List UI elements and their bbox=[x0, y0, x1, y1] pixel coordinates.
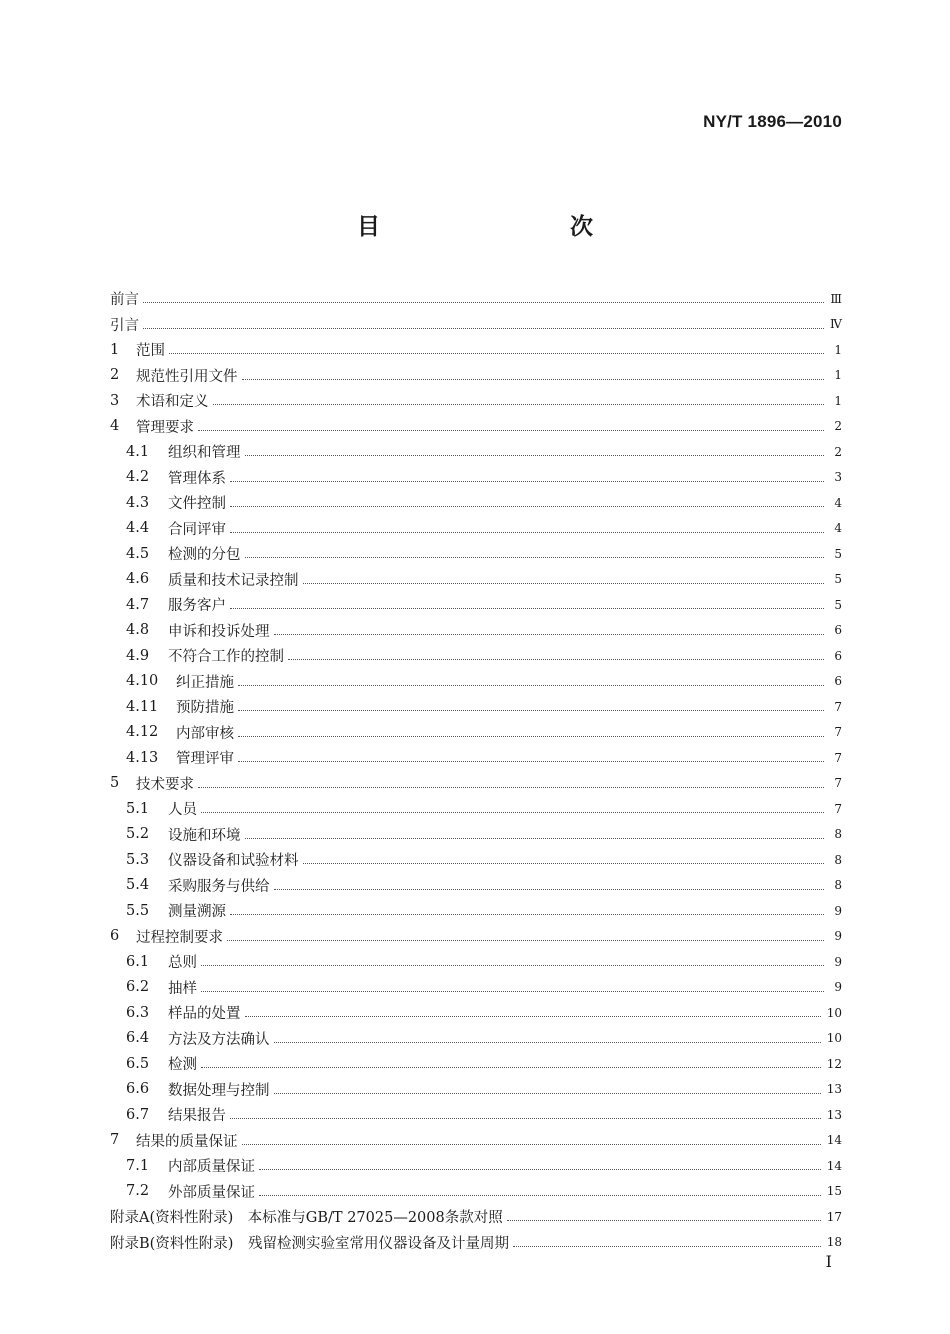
toc-entry[interactable] bbox=[110, 337, 842, 363]
toc-entry-label: 过程控制要求 bbox=[136, 929, 223, 946]
toc-entry[interactable] bbox=[110, 643, 842, 669]
toc-entry-page: 6 bbox=[834, 674, 842, 689]
toc-entry[interactable] bbox=[110, 286, 842, 312]
toc-entry[interactable] bbox=[110, 1102, 842, 1128]
toc-entry-number: 6 bbox=[110, 928, 120, 945]
dot-leader bbox=[198, 430, 824, 431]
page-number: I bbox=[825, 1252, 832, 1271]
toc-entry-number: 6.7 bbox=[126, 1106, 150, 1123]
dot-leader bbox=[201, 991, 824, 992]
dot-leader bbox=[245, 1016, 821, 1017]
toc-entry-label: 技术要求 bbox=[136, 776, 194, 793]
toc-entry-number: 1 bbox=[110, 341, 120, 358]
toc-entry[interactable] bbox=[110, 567, 842, 593]
toc-entry-number: 5.2 bbox=[126, 826, 150, 843]
toc-entry-label: 文件控制 bbox=[168, 496, 226, 513]
toc-entry[interactable] bbox=[110, 618, 842, 644]
dot-leader bbox=[245, 557, 825, 558]
toc-entry-label: 管理评审 bbox=[176, 751, 234, 768]
toc-entry-number: 4.5 bbox=[126, 545, 150, 562]
toc-entry-page: 7 bbox=[834, 699, 842, 714]
dot-leader bbox=[259, 1195, 821, 1196]
toc-entry[interactable] bbox=[110, 669, 842, 695]
toc-entry-page: 5 bbox=[834, 546, 842, 561]
toc-entry-number: 4.6 bbox=[126, 571, 150, 588]
toc-entry-number: 6.4 bbox=[126, 1030, 150, 1047]
toc-entry-number: 4.13 bbox=[126, 749, 159, 766]
toc-entry-number: 6.6 bbox=[126, 1081, 150, 1098]
dot-leader bbox=[245, 455, 825, 456]
toc-entry-label: 采购服务与供给 bbox=[168, 878, 270, 895]
toc-entry-page: 1 bbox=[834, 368, 842, 383]
dot-leader bbox=[230, 608, 824, 609]
dot-leader bbox=[303, 863, 825, 864]
toc-entry-label: 附录B(资料性附录) 残留检测实验室常用仪器设备及计量周期 bbox=[110, 1235, 509, 1252]
toc-entry-number: 4.1 bbox=[126, 443, 150, 460]
toc-entry-label: 组织和管理 bbox=[168, 445, 241, 462]
toc-entry-label: 结果的质量保证 bbox=[136, 1133, 238, 1150]
toc-entry-label: 总则 bbox=[168, 955, 197, 972]
dot-leader bbox=[274, 634, 825, 635]
toc-entry-number: 4.3 bbox=[126, 494, 150, 511]
toc-entry-label: 引言 bbox=[110, 317, 139, 334]
dot-leader bbox=[238, 710, 824, 711]
dot-leader bbox=[230, 1118, 821, 1119]
toc-entry-number: 2 bbox=[110, 367, 120, 384]
toc-entry[interactable] bbox=[110, 1153, 842, 1179]
toc-entry-page: 2 bbox=[834, 419, 842, 434]
toc-entry-page: 10 bbox=[826, 1005, 842, 1020]
toc-entry[interactable] bbox=[110, 949, 842, 975]
toc-entry-page: 5 bbox=[834, 597, 842, 612]
toc-entry-page: 9 bbox=[834, 954, 842, 969]
toc-entry-number: 4.12 bbox=[126, 724, 159, 741]
toc-entry-page: 4 bbox=[834, 521, 842, 536]
toc-entry-label: 方法及方法确认 bbox=[168, 1031, 270, 1048]
toc-entry-label: 管理要求 bbox=[136, 419, 194, 436]
toc-entry-page: 8 bbox=[834, 878, 842, 893]
toc-entry-label: 检测的分包 bbox=[168, 547, 241, 564]
toc-entry[interactable] bbox=[110, 924, 842, 950]
toc-entry-number: 4.2 bbox=[126, 469, 150, 486]
toc-entry-label: 附录A(资料性附录) 本标准与GB/T 27025—2008条款对照 bbox=[110, 1210, 503, 1227]
toc-entry-number: 7.1 bbox=[126, 1157, 150, 1174]
toc-entry[interactable] bbox=[110, 541, 842, 567]
toc-entry-page: 9 bbox=[834, 980, 842, 995]
toc-entry-label: 测量溯源 bbox=[168, 904, 226, 921]
toc-entry[interactable] bbox=[110, 312, 842, 338]
toc-entry[interactable] bbox=[110, 822, 842, 848]
dot-leader bbox=[288, 659, 824, 660]
dot-leader bbox=[238, 736, 824, 737]
dot-leader bbox=[513, 1246, 821, 1247]
toc-entry-page: 5 bbox=[834, 572, 842, 587]
toc-entry-page: 9 bbox=[834, 903, 842, 918]
toc-entry[interactable] bbox=[110, 745, 842, 771]
toc-entry[interactable] bbox=[110, 388, 842, 414]
toc-entry-number: 4.4 bbox=[126, 520, 150, 537]
toc-entry[interactable] bbox=[110, 771, 842, 797]
dot-leader bbox=[242, 1144, 821, 1145]
toc-entry-page: 7 bbox=[834, 725, 842, 740]
toc-entry-label: 外部质量保证 bbox=[168, 1184, 255, 1201]
dot-leader bbox=[201, 1067, 821, 1068]
dot-leader bbox=[230, 481, 824, 482]
dot-leader bbox=[143, 302, 824, 303]
toc-entry-label: 不符合工作的控制 bbox=[168, 649, 284, 666]
toc-entry-number: 6.5 bbox=[126, 1055, 150, 1072]
toc-entry[interactable] bbox=[110, 1230, 842, 1256]
toc-entry[interactable] bbox=[110, 1128, 842, 1154]
toc-entry-page: 2 bbox=[834, 444, 842, 459]
toc-entry-label: 设施和环境 bbox=[168, 827, 241, 844]
toc-entry-label: 术语和定义 bbox=[136, 394, 209, 411]
dot-leader bbox=[201, 965, 824, 966]
toc-entry-page: 14 bbox=[826, 1133, 842, 1148]
toc-entry-number: 5.5 bbox=[126, 902, 150, 919]
toc-entry[interactable] bbox=[110, 873, 842, 899]
dot-leader bbox=[230, 914, 824, 915]
toc-entry[interactable] bbox=[110, 363, 842, 389]
dot-leader bbox=[259, 1169, 821, 1170]
dot-leader bbox=[198, 787, 824, 788]
toc-entry-label: 内部质量保证 bbox=[168, 1159, 255, 1176]
toc-entry-label: 样品的处置 bbox=[168, 1006, 241, 1023]
toc-entry[interactable] bbox=[110, 1179, 842, 1205]
toc-entry-page: 14 bbox=[826, 1158, 842, 1173]
toc-entry-page: 1 bbox=[834, 342, 842, 357]
toc-entry-page: 9 bbox=[834, 929, 842, 944]
toc-entry[interactable] bbox=[110, 975, 842, 1001]
toc-entry-number: 4 bbox=[110, 418, 120, 435]
dot-leader bbox=[201, 812, 824, 813]
toc-entry-page: 17 bbox=[826, 1209, 842, 1224]
toc-entry-page: Ⅳ bbox=[830, 317, 842, 332]
toc-entry[interactable] bbox=[110, 592, 842, 618]
toc-entry[interactable] bbox=[110, 1000, 842, 1026]
toc-entry[interactable] bbox=[110, 847, 842, 873]
toc-entry-page: Ⅲ bbox=[830, 291, 842, 306]
toc-entry-label: 前言 bbox=[110, 292, 139, 309]
toc-entry-page: 10 bbox=[826, 1031, 842, 1046]
toc-entry-label: 规范性引用文件 bbox=[136, 368, 238, 385]
toc-entry-number: 6.1 bbox=[126, 953, 150, 970]
toc-entry[interactable] bbox=[110, 1077, 842, 1103]
toc-entry-label: 检测 bbox=[168, 1057, 197, 1074]
toc-entry[interactable] bbox=[110, 694, 842, 720]
toc-entry-page: 8 bbox=[834, 827, 842, 842]
toc-entry-label: 质量和技术记录控制 bbox=[168, 572, 299, 589]
dot-leader bbox=[507, 1220, 821, 1221]
toc-entry-page: 13 bbox=[826, 1082, 842, 1097]
toc-entry-number: 5.1 bbox=[126, 800, 150, 817]
toc-entry-page: 18 bbox=[826, 1235, 842, 1250]
toc-entry-number: 4.8 bbox=[126, 622, 150, 639]
dot-leader bbox=[242, 379, 825, 380]
toc-entry-label: 内部审核 bbox=[176, 725, 234, 742]
toc-entry-number: 4.10 bbox=[126, 673, 159, 690]
toc-entry-number: 5 bbox=[110, 775, 120, 792]
toc-entry-label: 申诉和投诉处理 bbox=[168, 623, 270, 640]
toc-entry-page: 6 bbox=[834, 648, 842, 663]
toc-entry-label: 服务客户 bbox=[168, 598, 226, 615]
toc-entry[interactable] bbox=[110, 796, 842, 822]
toc-entry-page: 7 bbox=[834, 750, 842, 765]
dot-leader bbox=[245, 838, 825, 839]
toc-entry-number: 4.11 bbox=[126, 698, 159, 715]
toc-entry-label: 数据处理与控制 bbox=[168, 1082, 270, 1099]
toc-entry[interactable] bbox=[110, 1026, 842, 1052]
dot-leader bbox=[274, 889, 825, 890]
toc-entry-label: 抽样 bbox=[168, 980, 197, 997]
table-of-contents bbox=[110, 286, 842, 1255]
toc-entry-page: 4 bbox=[834, 495, 842, 510]
dot-leader bbox=[169, 353, 824, 354]
toc-entry-label: 仪器设备和试验材料 bbox=[168, 853, 299, 870]
dot-leader bbox=[230, 532, 824, 533]
toc-entry-label: 范围 bbox=[136, 343, 165, 360]
toc-entry-page: 12 bbox=[826, 1056, 842, 1071]
toc-entry[interactable] bbox=[110, 1051, 842, 1077]
toc-entry[interactable] bbox=[110, 490, 842, 516]
toc-entry-number: 4.7 bbox=[126, 596, 150, 613]
toc-entry-page: 13 bbox=[826, 1107, 842, 1122]
toc-entry-label: 管理体系 bbox=[168, 470, 226, 487]
toc-entry-number: 7 bbox=[110, 1132, 120, 1149]
toc-entry-number: 3 bbox=[110, 392, 120, 409]
toc-entry-label: 结果报告 bbox=[168, 1108, 226, 1125]
toc-entry-page: 15 bbox=[826, 1184, 842, 1199]
dot-leader bbox=[303, 583, 825, 584]
toc-entry-page: 8 bbox=[834, 852, 842, 867]
toc-entry[interactable] bbox=[110, 516, 842, 542]
toc-entry-page: 3 bbox=[834, 470, 842, 485]
toc-entry-number: 5.4 bbox=[126, 877, 150, 894]
toc-entry[interactable] bbox=[110, 439, 842, 465]
dot-leader bbox=[213, 404, 825, 405]
dot-leader bbox=[238, 685, 824, 686]
toc-entry-label: 预防措施 bbox=[176, 700, 234, 717]
toc-entry-page: 7 bbox=[834, 801, 842, 816]
toc-entry[interactable] bbox=[110, 1204, 842, 1230]
dot-leader bbox=[238, 761, 824, 762]
toc-entry-label: 合同评审 bbox=[168, 521, 226, 538]
toc-entry[interactable] bbox=[110, 414, 842, 440]
toc-entry-page: 6 bbox=[834, 623, 842, 638]
dot-leader bbox=[274, 1042, 821, 1043]
toc-entry[interactable] bbox=[110, 720, 842, 746]
toc-entry-page: 1 bbox=[834, 393, 842, 408]
toc-entry-number: 6.2 bbox=[126, 979, 150, 996]
dot-leader bbox=[143, 328, 824, 329]
toc-entry[interactable] bbox=[110, 465, 842, 491]
toc-entry[interactable] bbox=[110, 898, 842, 924]
dot-leader bbox=[274, 1093, 821, 1094]
toc-entry-number: 6.3 bbox=[126, 1004, 150, 1021]
toc-entry-number: 7.2 bbox=[126, 1183, 150, 1200]
toc-entry-label: 纠正措施 bbox=[176, 674, 234, 691]
toc-entry-number: 5.3 bbox=[126, 851, 150, 868]
toc-entry-page: 7 bbox=[834, 776, 842, 791]
document-code: NY/T 1896—2010 bbox=[703, 112, 842, 131]
toc-entry-number: 4.9 bbox=[126, 647, 150, 664]
toc-title: 目 次 bbox=[357, 214, 641, 240]
dot-leader bbox=[230, 506, 824, 507]
toc-entry-label: 人员 bbox=[168, 802, 197, 819]
dot-leader bbox=[227, 940, 824, 941]
